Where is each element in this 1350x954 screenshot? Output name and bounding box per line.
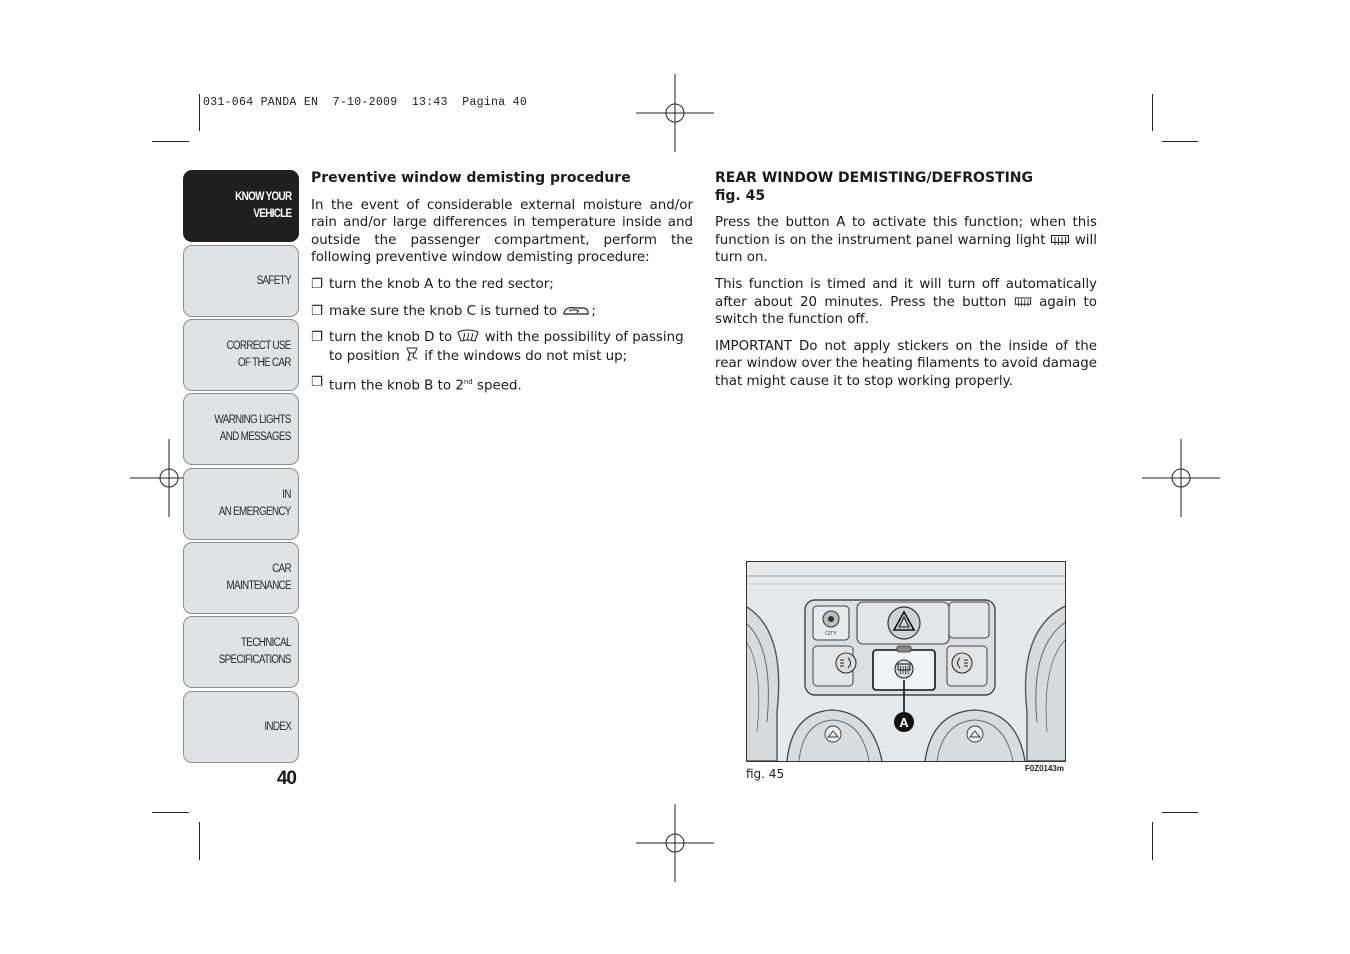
crop-mark	[199, 822, 200, 860]
list-item	[311, 303, 693, 321]
sidebar-item-label: SAFETY	[256, 274, 291, 287]
sidebar-item-know-your-vehicle[interactable]	[183, 170, 299, 242]
sidebar-item-label: INDEX	[264, 720, 291, 733]
rear-fog-icon	[952, 653, 972, 673]
step-text: turn the knob A to the red sector;	[329, 276, 554, 292]
sidebar-item-index[interactable]	[183, 691, 299, 763]
paragraph	[715, 214, 1097, 267]
page-number: 40	[276, 768, 296, 789]
step-text: if the windows do not mist up;	[424, 348, 628, 364]
rear-window-defrost-icon	[1050, 234, 1070, 246]
figure-caption: fig. 45	[746, 767, 785, 781]
list-item	[311, 276, 693, 294]
section-heading: Preventive window demisting procedure	[311, 170, 631, 186]
intro-paragraph: In the event of considerable external moisture and/or rain and/or large differences in temperature inside and outside the passenger compartment, perform the following preventive window demisting procedure:	[311, 197, 693, 266]
sidebar-item-car-maintenance[interactable]	[183, 542, 299, 614]
checkbox-bullet: ❐	[311, 303, 324, 319]
paragraph-text: will turn on.	[715, 232, 1097, 266]
sidebar-item-label: CORRECT USE OF THE CAR	[226, 340, 291, 369]
feet-windscreen-icon	[404, 347, 420, 362]
sidebar-item-label: TECHNICAL SPECIFICATIONS	[218, 637, 291, 666]
crop-mark	[1162, 812, 1198, 813]
registration-mark	[636, 74, 714, 152]
city-label: CITY	[825, 631, 837, 637]
sidebar-item-label: WARNING LIGHTS AND MESSAGES	[214, 414, 291, 443]
crop-mark	[152, 812, 189, 813]
crop-mark	[1162, 141, 1198, 142]
sidebar-item-label: KNOW YOUR VEHICLE	[234, 191, 291, 220]
step-text: with the possibility of passing to position	[329, 330, 684, 364]
figure-code: F0Z0143m	[1024, 764, 1064, 773]
checkbox-bullet: ❐	[311, 276, 324, 292]
print-header: 031-064 PANDA EN 7-10-2009 13:43 Pagina 40	[203, 96, 528, 109]
checkbox-bullet: ❐	[311, 330, 324, 346]
step-text: turn the knob B to 2	[329, 378, 464, 394]
sidebar-item-safety[interactable]	[183, 245, 299, 317]
figure-reference: fig. 45	[715, 187, 766, 204]
callout-label: A	[899, 715, 909, 730]
sidebar-item-label: CAR MAINTENANCE	[226, 563, 291, 592]
paragraph-text: again to switch the function off.	[715, 294, 1097, 328]
figure-45-dashboard	[746, 561, 1066, 762]
windscreen-defrost-icon	[456, 329, 480, 343]
registration-mark	[1142, 439, 1220, 517]
crop-mark	[152, 141, 189, 142]
superscript: nd	[463, 378, 473, 387]
sidebar-item-correct-use[interactable]	[183, 319, 299, 391]
important-paragraph: IMPORTANT Do not apply stickers on the inside of the rear window over the heating filaments to avoid damage that might cause it to stop working properly.	[715, 338, 1097, 389]
paragraph-text: This function is timed and it will turn off automatically after about 20 minutes. Press the button	[715, 276, 1097, 310]
front-fog-icon	[836, 653, 856, 673]
step-text: ;	[591, 303, 596, 319]
list-item	[311, 374, 693, 395]
left-column	[311, 170, 693, 404]
step-text: turn the knob D to	[329, 330, 453, 346]
recirculation-icon	[561, 304, 591, 317]
step-text: speed.	[477, 378, 522, 394]
right-column	[715, 170, 1097, 400]
dashboard-illustration	[747, 562, 1065, 761]
step-text: make sure the knob C is turned to	[329, 303, 558, 319]
crop-mark	[1152, 822, 1153, 860]
checkbox-bullet: ❐	[311, 375, 324, 391]
paragraph-text: Press the button A to activate this function; when this function is on the instrument panel warning light	[715, 215, 1097, 248]
paragraph	[715, 276, 1097, 329]
list-item	[311, 329, 693, 365]
section-heading	[715, 170, 1097, 205]
heading-line: REAR WINDOW DEMISTING/DEFROSTING	[715, 170, 1034, 186]
sidebar-item-technical-specs[interactable]	[183, 616, 299, 688]
rear-window-defrost-icon	[1014, 296, 1032, 308]
crop-mark	[1152, 94, 1153, 131]
sidebar-item-emergency[interactable]	[183, 468, 299, 540]
sidebar-item-warning-lights[interactable]	[183, 393, 299, 465]
sidebar-item-label: IN AN EMERGENCY	[219, 489, 291, 518]
registration-mark	[636, 804, 714, 882]
crop-mark	[199, 94, 200, 131]
